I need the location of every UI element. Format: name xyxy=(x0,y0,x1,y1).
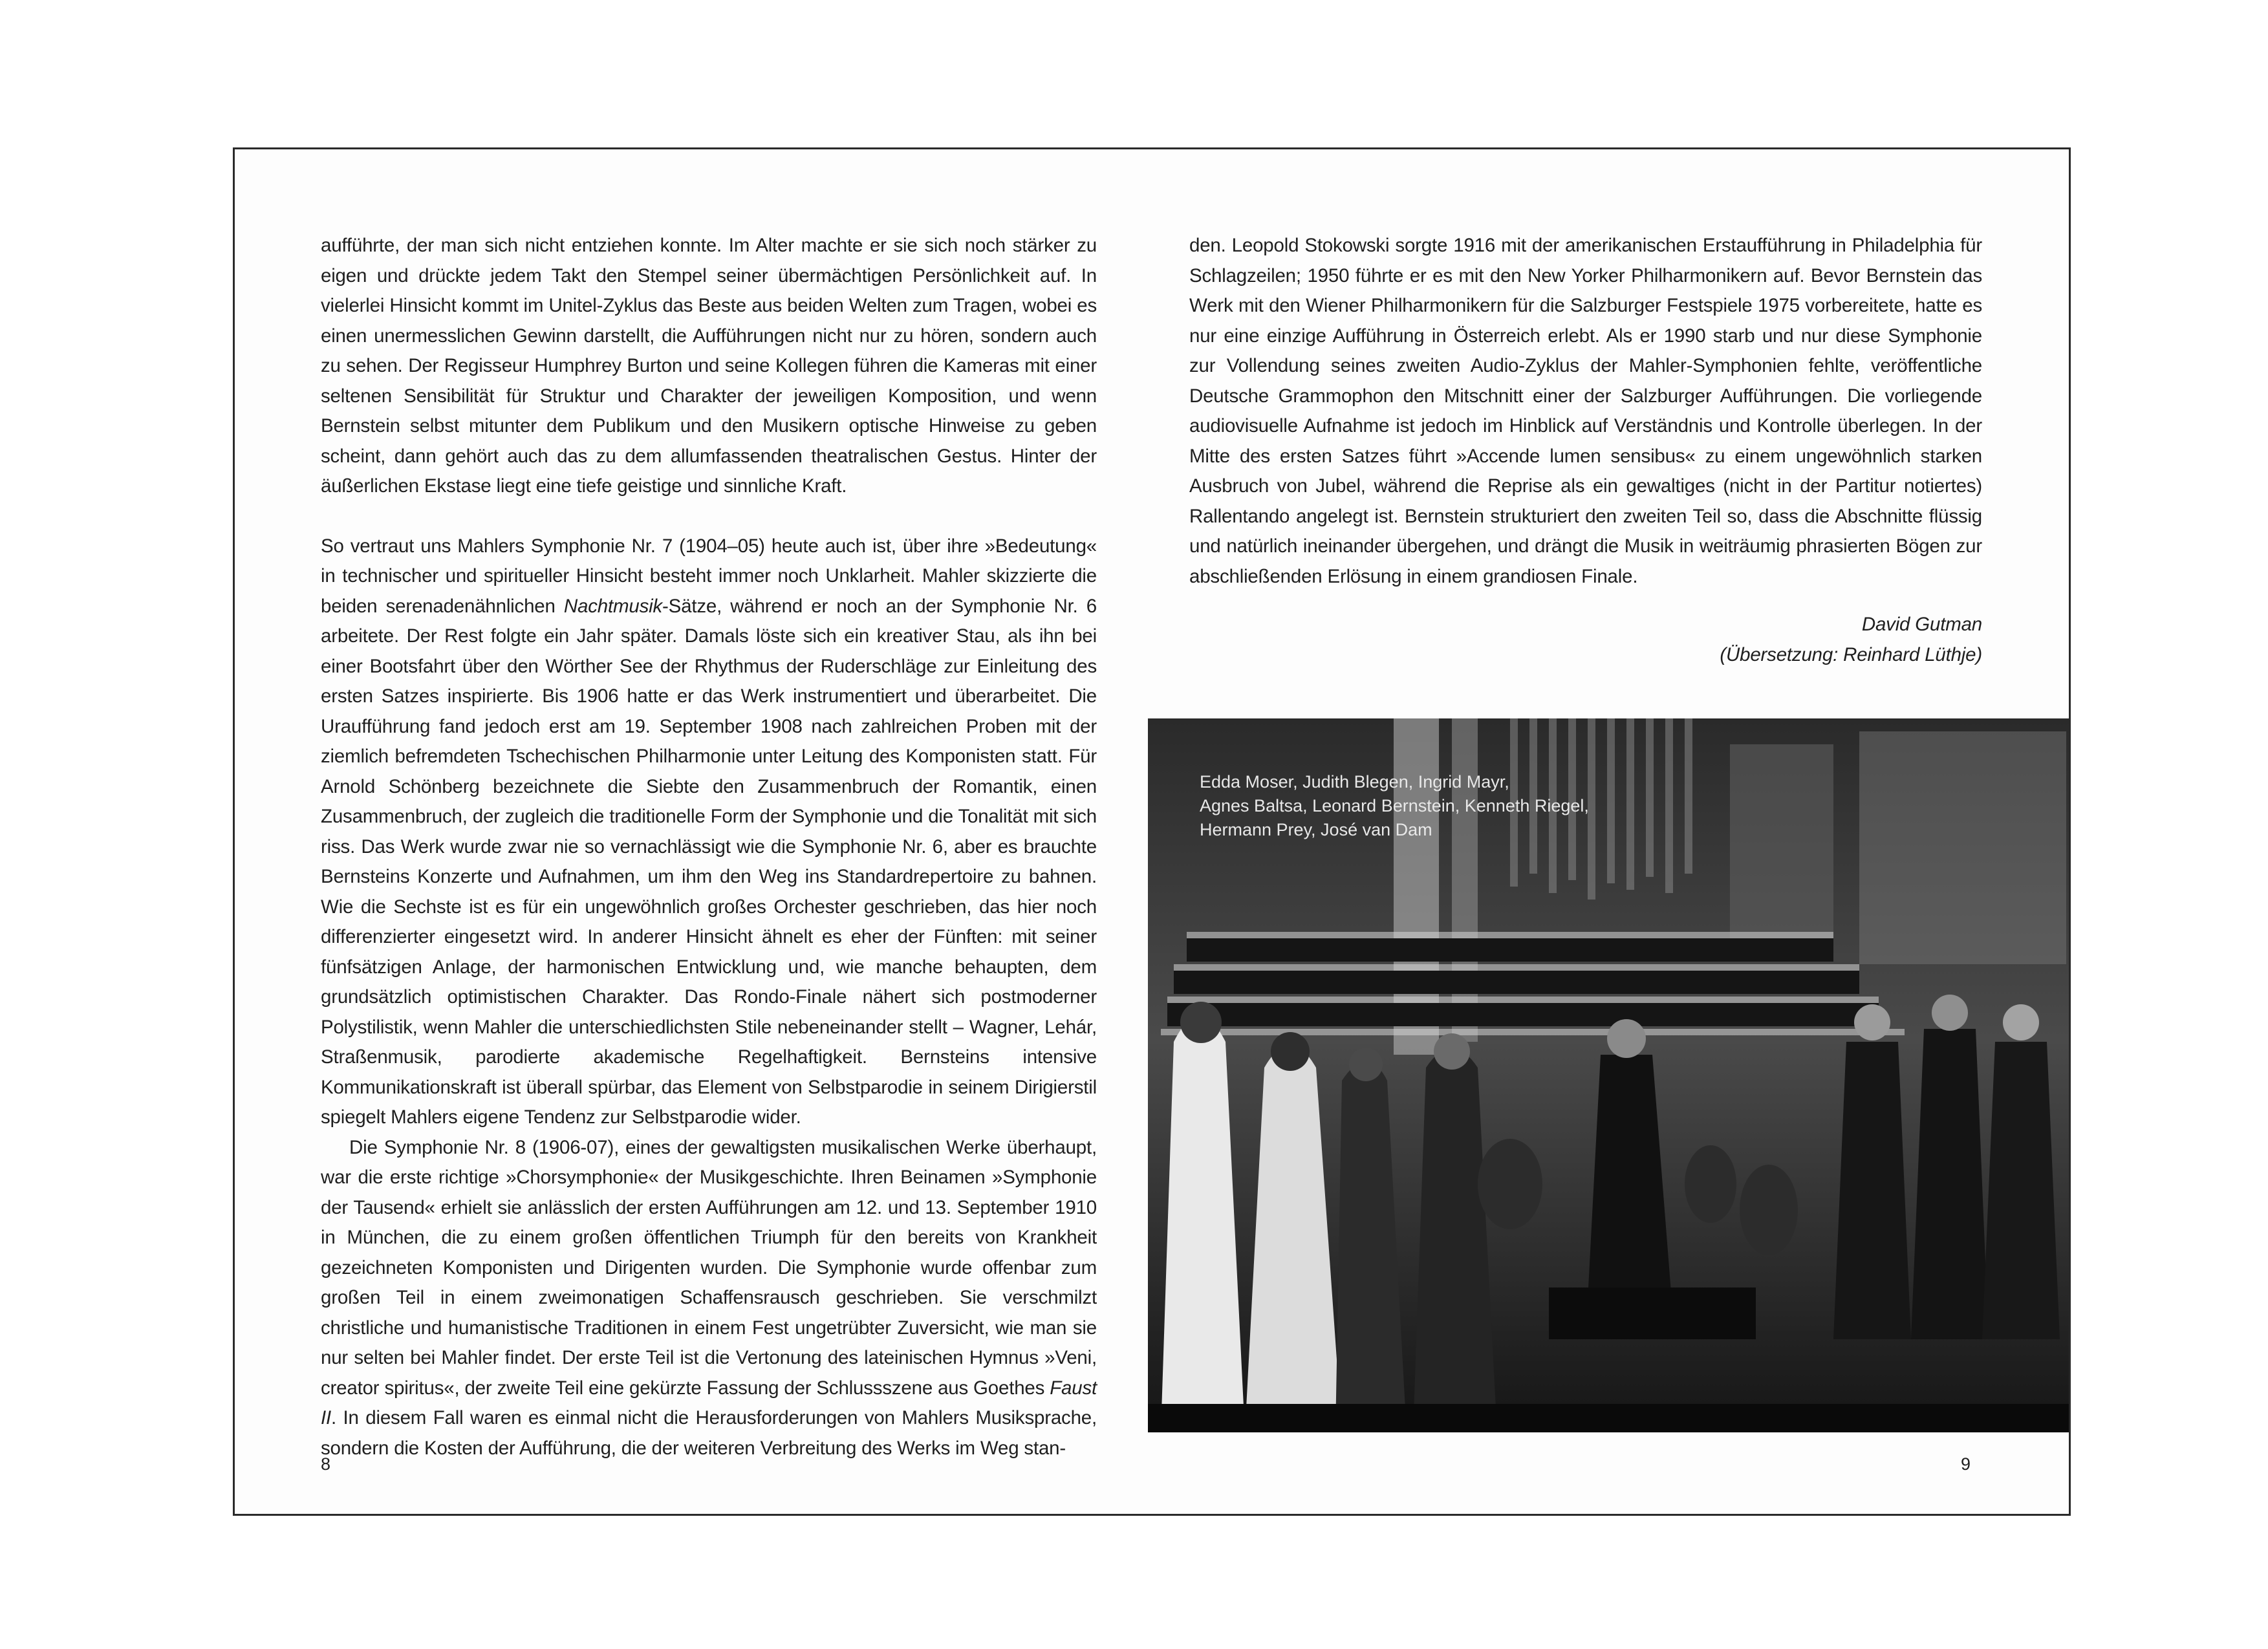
right-page-text xyxy=(1189,231,1982,670)
left-paragraph-1: aufführte, der man sich nicht entziehen konnte. Im Alter machte er sie sich noch stärker zu eigen und drückte jedem Takt den Stempel seiner übermächtigen Persönlichkeit auf. In vielerlei Hinsicht kommt im Unitel-Zyklus das Beste aus beiden Welten zum Tragen, wobei es einen unermesslichen Gewinn darstellt, die Aufführungen nicht nur zu hören, sondern auch zu sehen. Der Regisseur Humphrey Burton und seine Kollegen führen die Kameras mit einer seltenen Sensibilität für Struktur und Charakter der jeweiligen Komposition, und wenn Bernstein selbst mitunter dem Publikum und den Musikern optische Hinweise zu geben scheint, dann gehört auch das zu dem allumfassenden theatralischen Gestus. Hinter der äußerlichen Ekstase liegt eine tiefe geistige und sinnliche Kraft. xyxy=(321,235,1097,497)
nachtmusik-title: Nachtmusik xyxy=(563,595,663,617)
photo-caption xyxy=(1200,770,1652,842)
left-paragraph-3-part-a: Die Symphonie Nr. 8 (1906-07), eines der gewaltigsten musikalischen Werke überhaupt, war die erste richtige »Chorsymphonie« der Musikgeschichte. Ihren Beinamen »Symphonie der Tausend« erhielt sie anlässlich der ersten Aufführungen am 12. und 13. September 1910 in München, die zu einem großen öffentlichen Triumph für den bereits von Krankheit gezeichneten Komponisten und Dirigenten wurden. Die Symphonie wurde offenbar zum großen Teil in einem zweimonatigen Schaffensrausch geschrieben. Sie verschmilzt christliche und humanistische Traditionen in einem Fest ungetrübter Zuversicht, wie man sie nur selten bei Mahler findet. Der erste Teil ist die Vertonung des lateinischen Hymnus »Veni, creator spiritus«, der zweite Teil eine gekürzte Fassung der Schlussszene aus Goethes xyxy=(321,1136,1097,1399)
page-number-left: 8 xyxy=(321,1454,331,1474)
left-paragraph-3 xyxy=(321,1133,1097,1464)
right-page xyxy=(1148,147,2071,1516)
author-credit: David Gutman xyxy=(1861,614,1982,635)
left-page xyxy=(233,147,1148,1516)
left-paragraph-2 xyxy=(321,532,1097,1133)
left-paragraph-2-part-a: So vertraut uns Mahlers Symphonie Nr. 7 (1904–05) heute auch ist, über ihre »Bedeutung« in technischer und spiritueller Hinsicht besteht immer noch Unklarheit. Mahler skizzierte die beiden serenadenähnlichen xyxy=(321,535,1097,617)
page-number-right: 9 xyxy=(1961,1454,1971,1474)
caption-line-3: Hermann Prey, José van Dam xyxy=(1200,820,1432,839)
translation-credit: (Übersetzung: Reinhard Lüthje) xyxy=(1720,643,1982,665)
caption-line-2: Agnes Baltsa, Leonard Bernstein, Kenneth Riegel, xyxy=(1200,796,1589,815)
concert-photo xyxy=(1148,718,2069,1432)
left-paragraph-3-part-b: . In diesem Fall waren es einmal nicht die Herausforderungen von Mahlers Musiksprache, sondern die Kosten der Aufführung, die der weiteren Verbreitung des Werks im Weg stan- xyxy=(321,1407,1097,1459)
faust-title: Faust II xyxy=(321,1377,1097,1428)
left-paragraph-2-part-b: -Sätze, während er noch an der Symphonie Nr. 6 arbeitete. Der Rest folgte ein Jahr später. Damals löste sich ein kreativer Stau, als ihn bei einer Bootsfahrt über den Wörther See der Rhythmus der Ruderschläge zur Einleitung des ersten Satzes inspirierte. Bis 1906 hatte er das Werk instrumentiert und überarbeitet. Die Uraufführung fand jedoch erst am 19. September 1908 nach zahlreichen Proben mit der ziemlich befremdeten Tschechischen Philharmonie unter Leitung des Komponisten statt. Für Arnold Schönberg bezeichnete die Siebte den Zusammenbruch der Romantik, einen Zusammenbruch, der zugleich die traditionelle Form der Symphonie und die Tonalität mit sich riss. Das Werk wurde zwar nie so vernachlässigt wie die Symphonie Nr. 6, aber es brauchte Bernsteins Konzerte und Aufnahmen, um ihm den Weg ins Standardrepertoire zu bahnen. Wie die Sechste ist es für ein ungewöhnlich großes Orchester geschrieben, das hier noch differenzierter eingesetzt wird. In anderer Hinsicht ähnelt es eher der Fünften: mit seiner fünfsätzigen Anlage, der harmonischen Entwicklung und, wie manche behaupten, dem grundsätzlich optimistischen Charakter. Das Rondo-Finale nähert sich postmoderner Polystilistik, wenn Mahler die unterschiedlichsten Stile nebeneinander stellt – Wagner, Lehár, Straßenmusik, parodierte akademische Regelhaftigkeit. Bernsteins intensive Kommunikationskraft ist überall spürbar, das Element von Selbstparodie in seinem Dirigierstil spiegelt Mahlers eigene Tendenz zur Selbstparodie wider. xyxy=(321,595,1097,1128)
caption-line-1: Edda Moser, Judith Blegen, Ingrid Mayr, xyxy=(1200,772,1509,792)
right-paragraph: den. Leopold Stokowski sorgte 1916 mit der amerikanischen Erstaufführung in Philadelphia für Schlagzeilen; 1950 führte er es mit den New Yorker Philharmonikern auf. Bevor Bernstein das Werk mit den Wiener Philharmonikern für die Salzburger Festspiele 1975 vorbereitete, hatte es nur eine einzige Aufführung in Österreich erlebt. Als er 1990 starb und nur diese Symphonie zur Vollendung seines zweiten Audio-Zyklus der Mahler-Symphonien fehlte, veröffentliche Deutsche Grammophon den Mitschnitt einer der Salzburger Aufführungen. Die vorliegende audiovisuelle Aufnahme ist jedoch im Hinblick auf Verständnis und Kontrolle überlegen. In der Mitte des ersten Satzes führt »Accende lumen sensibus« zu einem ungewöhnlich starken Ausbruch von Jubel, während die Reprise als ein gewaltiges (nicht in der Partitur notiertes) Rallentando angelegt ist. Bernstein strukturiert den zweiten Teil so, dass die Abschnitte flüssig und natürlich ineinander übergehen, und drängt die Musik in weiträumig phrasierten Bögen zur abschließenden Erlösung in einem grandiosen Finale. xyxy=(1189,235,1982,587)
left-page-text xyxy=(321,231,1097,1463)
